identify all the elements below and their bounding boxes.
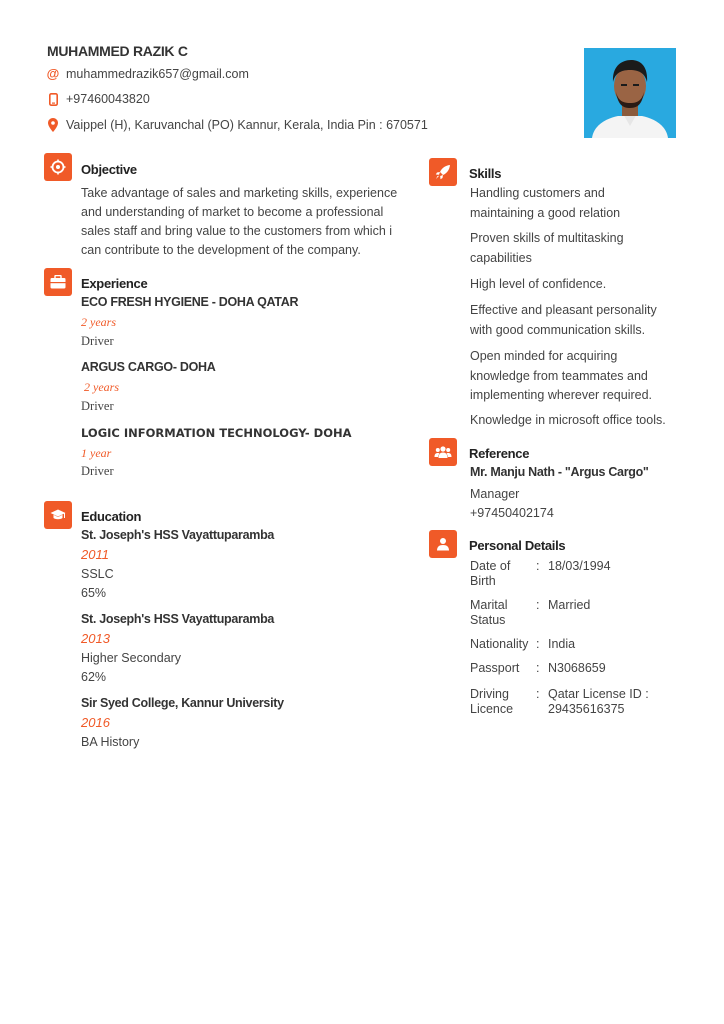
skill-line: implementing wherever required. <box>470 388 653 402</box>
skill-item <box>470 411 710 431</box>
education-year: 2016 <box>81 715 110 730</box>
person-icon <box>429 530 457 558</box>
graduation-cap-icon <box>44 501 72 529</box>
personal-label: Passport <box>470 661 520 675</box>
objective-line: Take advantage of sales and marketing skills, experience <box>81 186 398 200</box>
experience-org: ECO FRESH HYGIENE - DOHA QATAR <box>81 295 299 309</box>
education-year: 2013 <box>81 631 110 646</box>
objective-line: sales staff and bring value to the customers from which i <box>81 224 393 238</box>
skill-line: Proven skills of multitasking <box>470 231 624 245</box>
phone-row <box>46 92 150 106</box>
education-course: SSLC <box>81 567 114 581</box>
personal-label: Driving Licence <box>470 687 514 716</box>
skill-item <box>470 229 680 268</box>
skill-line: knowledge from teammates and <box>470 368 648 383</box>
address-text: Vaippel (H), Karuvanchal (PO) Kannur, Kerala, India Pin : 670571 <box>66 118 428 132</box>
skill-line: High level of confidence. <box>470 277 607 291</box>
skill-line: with good communication skills. <box>470 322 646 337</box>
email-text: muhammedrazik657@gmail.com <box>66 66 249 81</box>
mobile-phone-icon <box>46 93 60 106</box>
education-heading: Education <box>81 509 142 524</box>
personal-colon: : <box>536 598 540 612</box>
education-school: St. Joseph's HSS Vayattuparamba <box>81 528 275 542</box>
experience-role: Driver <box>81 334 114 348</box>
experience-duration: 2 years <box>81 315 116 329</box>
personal-colon: : <box>536 687 540 701</box>
skill-line: Effective and pleasant personality <box>470 303 657 317</box>
experience-duration: 2 years <box>81 380 119 394</box>
skill-line: Handling customers and <box>470 186 605 200</box>
education-course: Higher Secondary <box>81 651 182 665</box>
at-sign-icon: @ <box>46 66 60 81</box>
address-row <box>46 118 428 132</box>
experience-role: Driver <box>81 464 114 478</box>
experience-org: ARGUS CARGO- DOHA <box>81 360 216 374</box>
education-year: 2011 <box>81 547 109 562</box>
briefcase-icon <box>44 268 72 296</box>
experience-org: LOGIC INFORMATION TECHNOLOGY- DOHA <box>81 426 352 440</box>
experience-role: Driver <box>81 399 114 413</box>
personal-details-heading: Personal Details <box>469 538 566 553</box>
skill-item <box>470 184 680 223</box>
personal-colon: : <box>536 637 540 651</box>
personal-value: 18/03/1994 <box>548 559 611 573</box>
personal-value: N3068659 <box>548 661 606 675</box>
personal-value: India <box>548 637 576 651</box>
skill-line: Knowledge in microsoft office tools. <box>470 413 666 427</box>
reference-heading: Reference <box>469 446 530 461</box>
personal-label: Nationality <box>470 637 529 651</box>
email-row <box>46 66 249 81</box>
personal-value: Qatar License ID : 29435616375 <box>548 687 649 716</box>
location-pin-icon <box>46 118 60 132</box>
personal-label: Marital Status <box>470 598 508 627</box>
reference-name: Mr. Manju Nath - "Argus Cargo" <box>470 465 649 479</box>
objective-line: and understanding of market to become a professional <box>81 205 384 219</box>
education-score: 65% <box>81 586 107 600</box>
experience-duration: 1 year <box>81 446 112 460</box>
education-score: 62% <box>81 670 107 684</box>
profile-photo <box>584 48 676 138</box>
personal-colon: : <box>536 559 540 573</box>
skill-line: maintaining a good relation <box>470 205 621 220</box>
candidate-name: MUHAMMED RAZIK C <box>47 43 188 59</box>
objective-line: can contribute to the development of the company. <box>81 243 361 257</box>
skill-item <box>470 347 700 406</box>
personal-value: Married <box>548 598 591 612</box>
objective-heading: Objective <box>81 162 137 177</box>
personal-row-passport <box>470 661 668 676</box>
personal-row-licence <box>470 687 668 717</box>
skill-item <box>470 301 700 340</box>
education-school: St. Joseph's HSS Vayattuparamba <box>81 612 275 626</box>
reference-phone: +97450402174 <box>470 506 554 520</box>
phone-text: +97460043820 <box>66 92 150 106</box>
personal-row-marital <box>470 598 668 628</box>
personal-label: Date of Birth <box>470 559 511 588</box>
personal-row-dob <box>470 559 668 589</box>
skill-item <box>470 275 680 295</box>
education-course: BA History <box>81 735 140 749</box>
rocket-icon <box>429 158 457 186</box>
target-icon <box>44 153 72 181</box>
education-school: Sir Syed College, Kannur University <box>81 696 284 710</box>
experience-heading: Experience <box>81 276 148 291</box>
skill-line: capabilities <box>470 250 532 265</box>
skill-line: Open minded for acquiring <box>470 349 618 363</box>
people-icon <box>429 438 457 466</box>
reference-position: Manager <box>470 487 520 501</box>
objective-text <box>81 184 411 260</box>
skills-heading: Skills <box>469 166 502 181</box>
personal-row-nationality <box>470 637 668 652</box>
personal-colon: : <box>536 661 540 675</box>
